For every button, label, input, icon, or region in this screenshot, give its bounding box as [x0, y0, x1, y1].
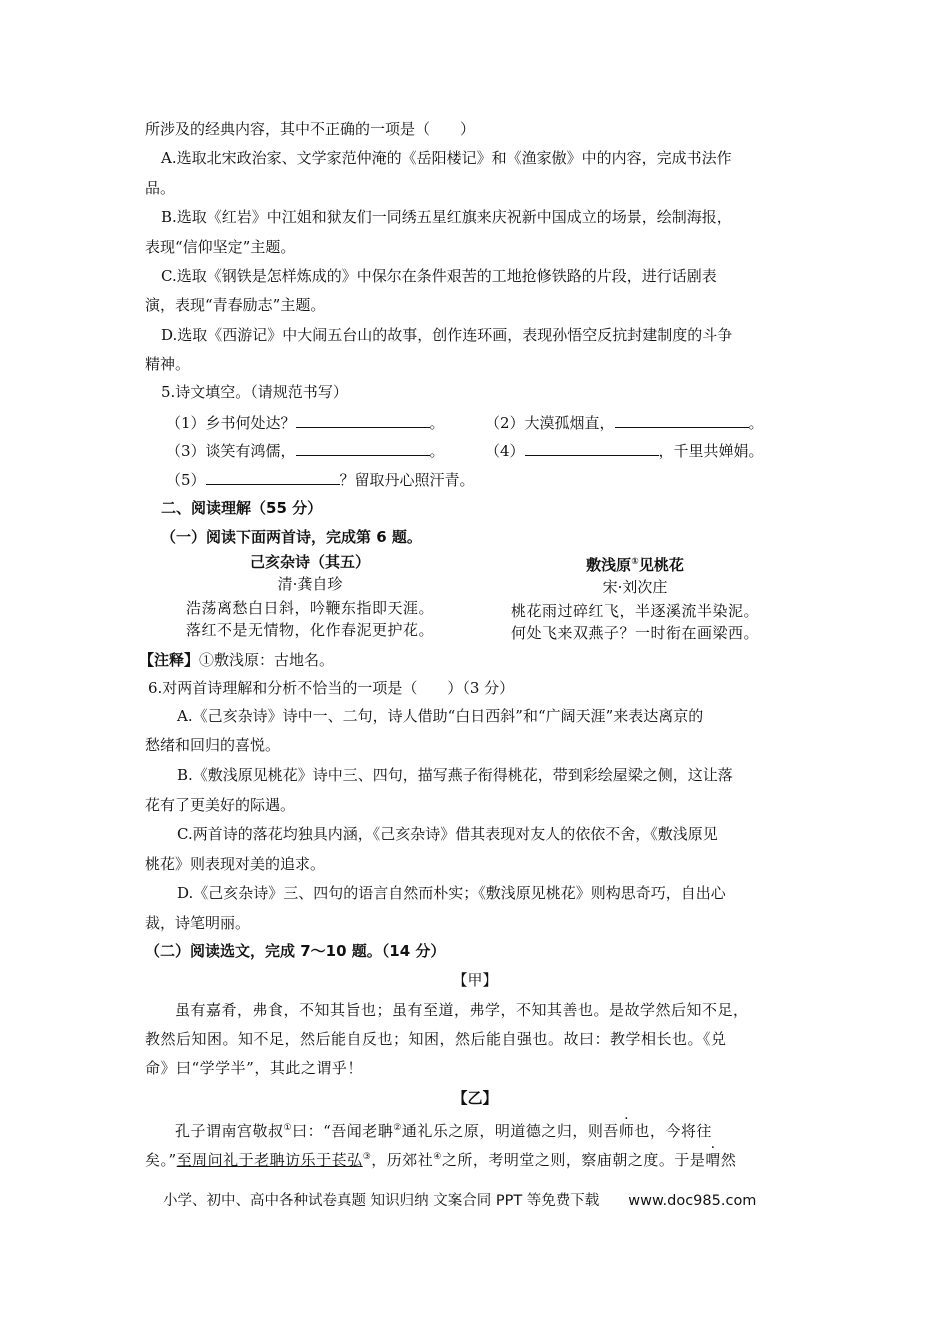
poem-note [139, 650, 334, 670]
q5-item-3 [166, 440, 445, 461]
q6-stem: 6.对两首诗理解和分析不恰当的一项是（ ）（3 分） [148, 679, 515, 697]
section-2-part-2: （二）阅读选文，完成 7～10 题。（14 分） [145, 942, 446, 960]
q5-item-2 [485, 412, 764, 433]
passage-yi-line-1: 孔子谓南宫敬叔①曰：“吾闻老聃②通礼乐之原，明道德之归，则吾师也，今将往 [175, 1122, 712, 1140]
passage-jia-line-3: 命》曰“学学半”，其此之谓乎！ [145, 1059, 363, 1077]
poem-1-line-2: 落红不是无情物，化作春泥更护花。 [185, 621, 434, 639]
q6-option-c-cont: 桃花》则表现对美的追求。 [145, 855, 326, 873]
q6-option-a: A.《己亥杂诗》诗中一、二句，诗人借助“白日西斜”和“广阔天涯”来表达离京的 [177, 707, 704, 725]
q4-stem-tail: 所涉及的经典内容，其中不正确的一项是（ ） [145, 120, 476, 138]
q4-option-c-cont: 演，表现“青春励志”主题。 [145, 296, 326, 314]
poem-1-title: 己亥杂诗（其五） [249, 553, 370, 571]
q5-item-3-end: 。 [429, 442, 445, 460]
passage-yi-title: 【乙】 [452, 1089, 498, 1107]
q5-item-3-text: （3）谈笑有鸿儒， [166, 442, 296, 460]
q4-option-c: C.选取《钢铁是怎样炼成的》中保尔在条件艰苦的工地抢修铁路的片段，进行话剧表 [161, 267, 717, 285]
section-2-title: 二、阅读理解（55 分） [161, 499, 323, 517]
q5-item-2-end: 。 [748, 414, 764, 432]
note-text: ①敷浅原：古地名。 [199, 651, 335, 669]
page-footer: 小学、初中、高中各种试卷真题 知识归纳 文案合同 PPT 等免费下载 www.doc985.com [163, 1193, 757, 1209]
q5-item-5-end: ？留取丹心照汗青。 [339, 471, 475, 489]
underlined-sentence: 至周问礼于老聃访乐于苌弘 [176, 1151, 363, 1169]
passage-yi-line-2: 矣。”至周问礼于老聃访乐于苌弘③，历郊社④之所，考明堂之则，察庙朝之度。于是喟然 [145, 1151, 737, 1169]
q6-option-b: B.《敷浅原见桃花》诗中三、四句，描写燕子衔得桃花，带到彩绘屋梁之侧，这让落 [177, 766, 733, 784]
q5-blank-1[interactable] [296, 412, 430, 428]
poem-2-title: 敷浅原①见桃花 [586, 556, 684, 574]
passage-jia-line-1: 虽有嘉肴，弗食，不知其旨也；虽有至道，弗学，不知其善也。是故学然后知不足， [175, 1001, 749, 1019]
q4-option-d: D.选取《西游记》中大闹五台山的故事，创作连环画，表现孙悟空反抗封建制度的斗争 [161, 326, 733, 344]
poem-2-line-2: 何处飞来双燕子？一时衔在画梁西。 [510, 624, 759, 642]
q5-item-4-text: （4） [485, 442, 525, 460]
q4-option-b: B.选取《红岩》中江姐和狱友们一同绣五星红旗来庆祝新中国成立的场景，绘制海报， [161, 208, 732, 226]
q4-option-b-cont: 表现“信仰坚定”主题。 [145, 238, 296, 256]
q6-option-b-cont: 花有了更美好的际遇。 [145, 796, 296, 814]
passage-jia-line-2: 教然后知困。知不足，然后能自反也；知困，然后能自强也。故曰：教学相长也。《兑 [145, 1030, 727, 1048]
q5-blank-3[interactable] [296, 440, 430, 456]
q5-item-4-end: ，千里共婵娟。 [658, 442, 764, 460]
dotted-char-kui: 喟 [705, 1151, 721, 1169]
q4-option-a: A.选取北宋政治家、文学家范仲淹的《岳阳楼记》和《渔家傲》中的内容，完成书法作 [161, 149, 732, 167]
q4-option-a-cont: 品。 [145, 179, 176, 197]
poem-2-line-1: 桃花雨过碎红飞，半逐溪流半染泥。 [510, 602, 759, 620]
poem-2-author: 宋·刘次庄 [602, 578, 668, 596]
poem-1-author: 清·龚自珍 [277, 575, 343, 593]
q6-option-a-cont: 愁绪和回归的喜悦。 [145, 736, 281, 754]
dotted-char-shi: 师 [618, 1122, 635, 1140]
q5-item-5 [166, 469, 475, 490]
q5-blank-5[interactable] [206, 469, 340, 485]
q6-option-c: C.两首诗的落花均独具内涵，《己亥杂诗》借其表现对友人的依依不舍，《敷浅原见 [177, 825, 718, 843]
poem-2 [490, 551, 780, 644]
q5-blank-2[interactable] [615, 412, 749, 428]
q6-option-d-cont: 裁，诗笔明丽。 [145, 914, 251, 932]
passage-jia-title: 【甲】 [452, 971, 498, 989]
q5-item-5-text: （5） [166, 471, 206, 489]
poem-1-line-1: 浩荡离愁白日斜，吟鞭东指即天涯。 [185, 599, 434, 617]
q6-option-d: D.《己亥杂诗》三、四句的语言自然而朴实；《敷浅原见桃花》则构思奇巧，自出心 [177, 884, 726, 902]
q5-item-4 [485, 440, 764, 461]
q5-item-1-end: 。 [429, 414, 445, 432]
section-2-part-1: （一）阅读下面两首诗，完成第 6 题。 [161, 528, 422, 546]
note-label: 【注释】 [139, 651, 200, 669]
q5-blank-4[interactable] [525, 440, 659, 456]
q5-item-2-text: （2）大漠孤烟直， [485, 414, 615, 432]
q5-item-1 [166, 412, 445, 433]
poem-1 [160, 551, 460, 641]
q5-item-1-text: （1）乡书何处达？ [166, 414, 296, 432]
q4-option-d-cont: 精神。 [145, 355, 191, 373]
q5-title: 5.诗文填空。（请规范书写） [161, 383, 348, 401]
